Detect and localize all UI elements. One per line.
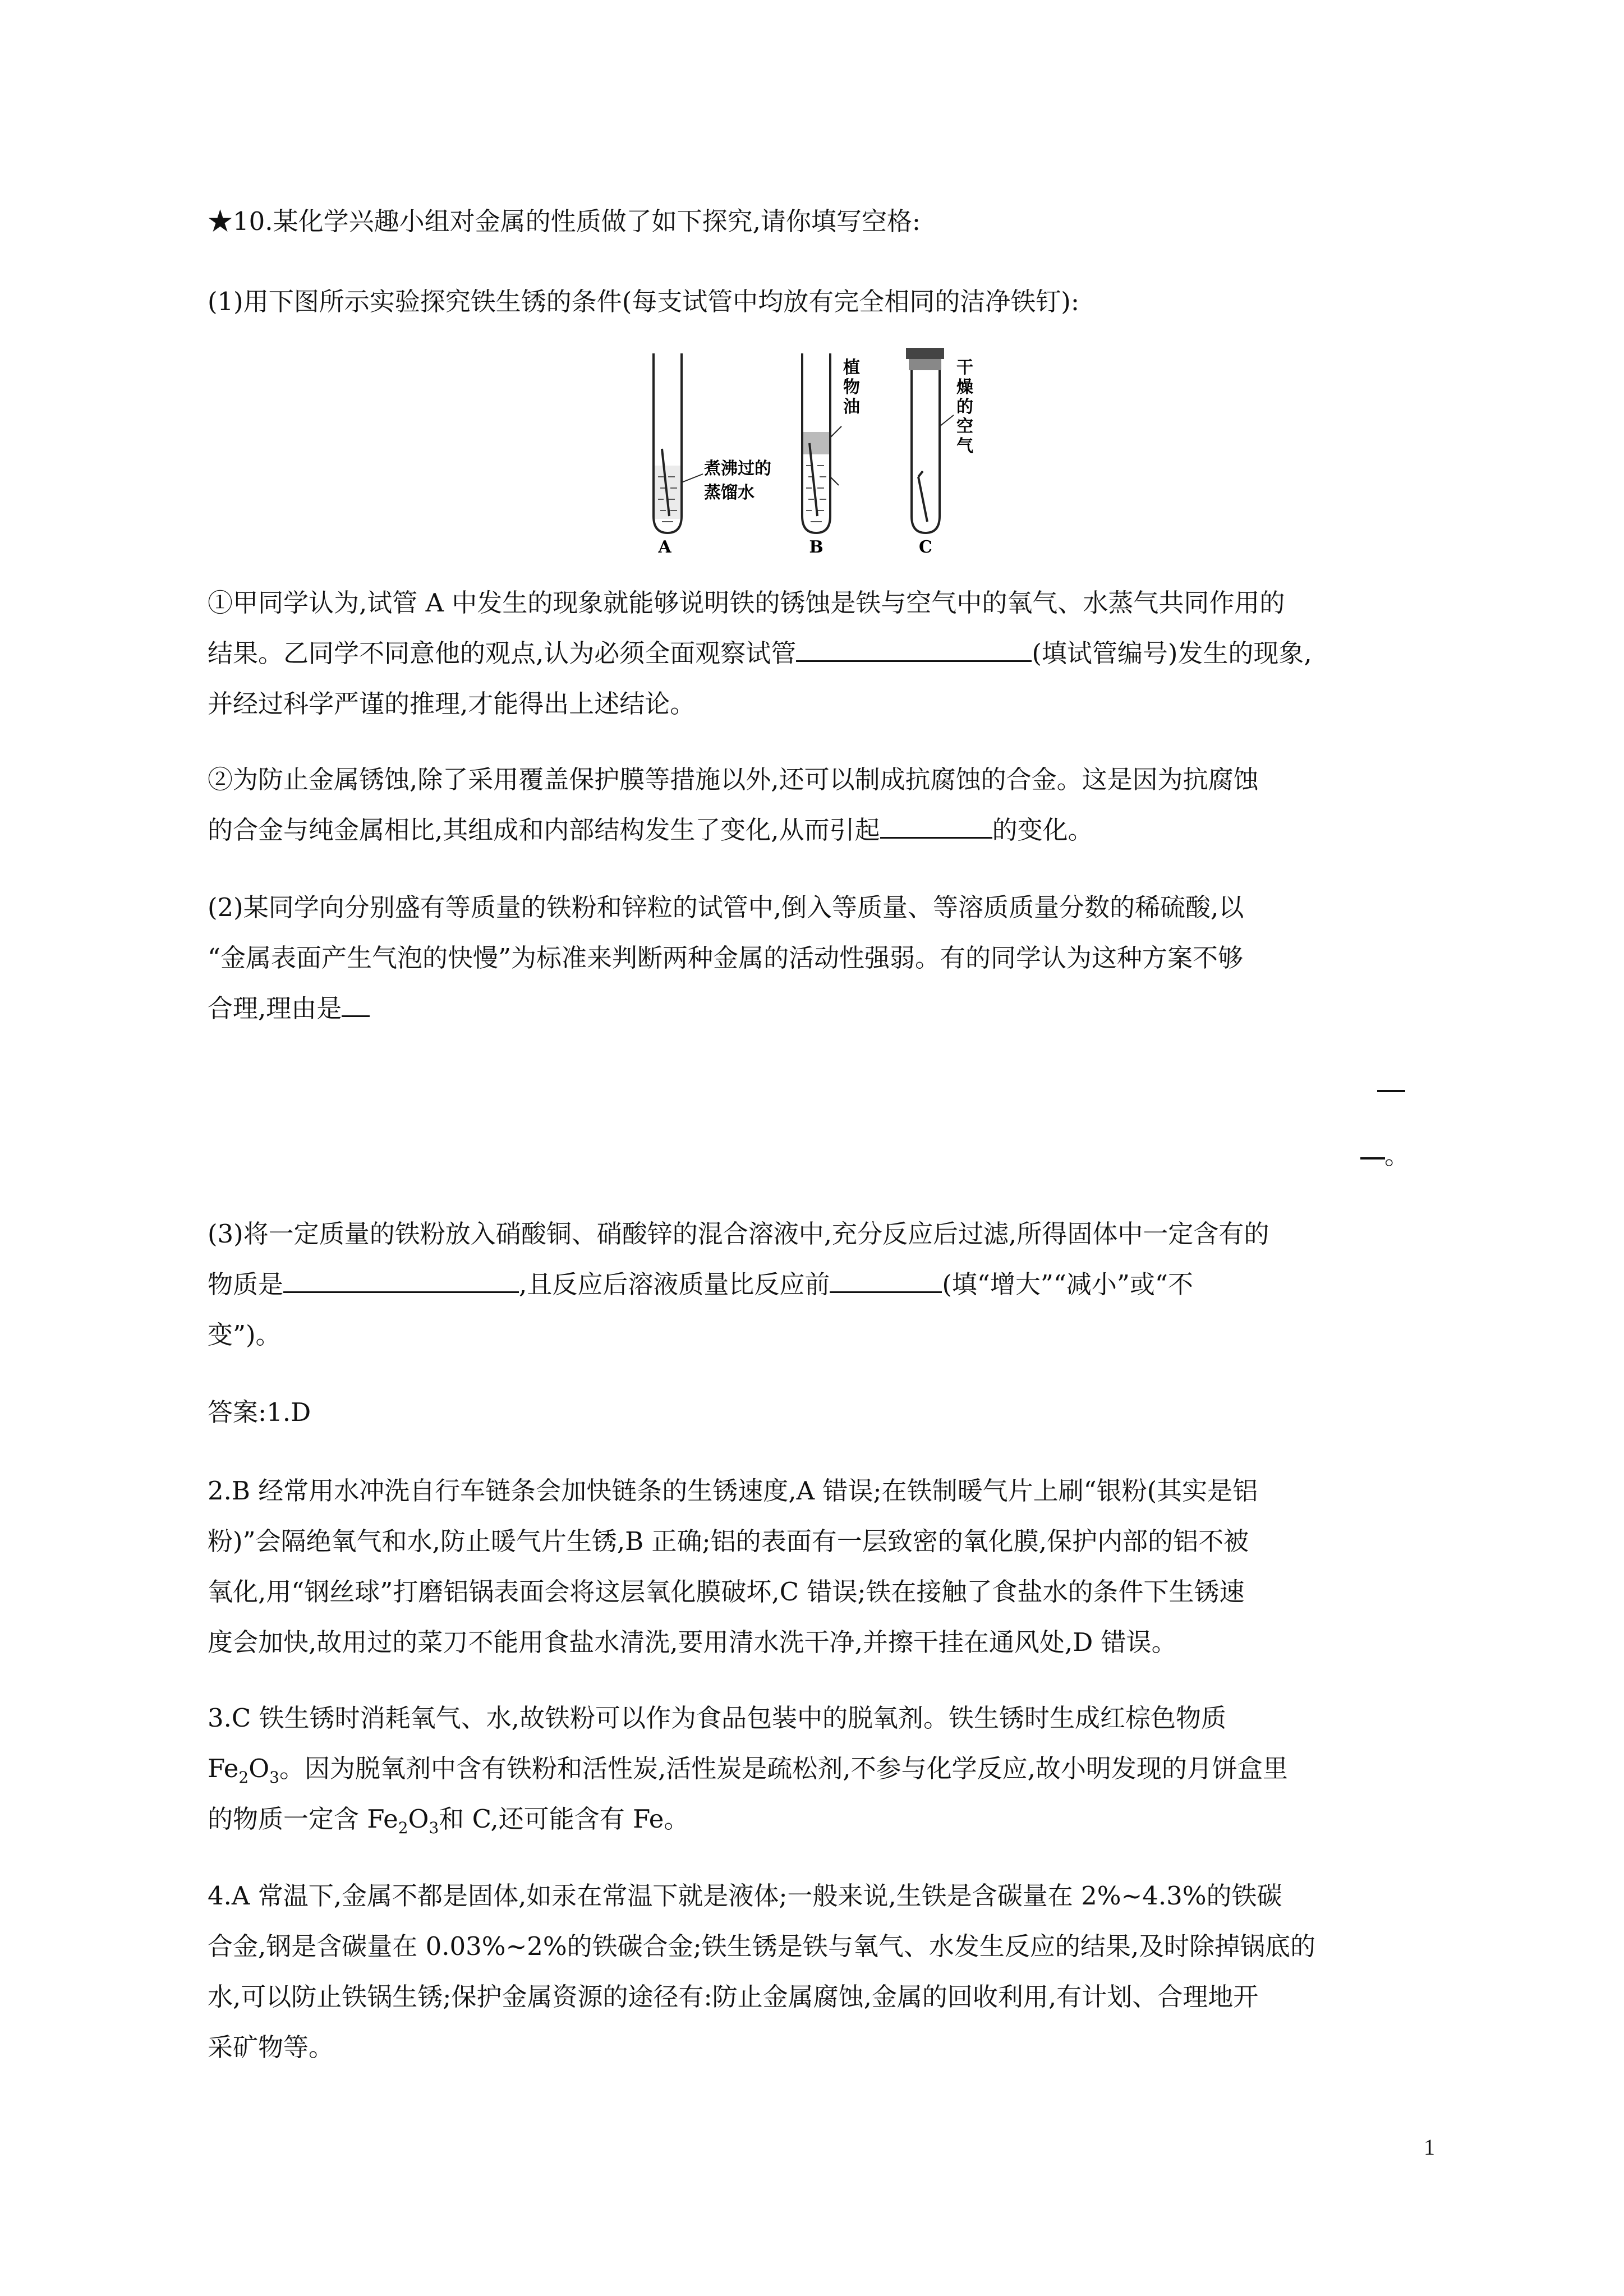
oil-label-1: 植 xyxy=(843,358,860,378)
p3-line1: (2)某同学向分别盛有等质量的铁粉和锌粒的试管中,倒入等质量、等溶质质量分数的稀硫酸,以 xyxy=(208,892,1244,922)
formula-fe2o3-a: $Fe_2O_3$ xyxy=(208,1754,279,1787)
part1-intro: (1)用下图所示实验探究铁生锈的条件(每支试管中均放有完全相同的洁净铁钉): xyxy=(208,287,1080,316)
answer-2-line3: 氧化,用“钢丝球”打磨铝锅表面会将这层氧化膜破坏,C 错误;铁在接触了食盐水的条件下生锈速 xyxy=(208,1577,1245,1607)
p2-line1: ②为防止金属锈蚀,除了采用覆盖保护膜等措施以外,还可以制成抗腐蚀的合金。这是因为抗腐蚀 xyxy=(208,765,1259,794)
answer-blank-mass[interactable] xyxy=(830,1268,942,1293)
test-tube-figure xyxy=(631,348,1001,555)
p4-line2 xyxy=(208,1268,1193,1301)
answer-2-line4: 度会加快,故用过的菜刀不能用食盐水清洗,要用清水洗干净,并擦干挂在通风处,D 错误。 xyxy=(208,1627,1177,1657)
tube-c-label: C xyxy=(919,537,932,555)
answer-2-line1: 2.B 经常用水冲洗自行车链条会加快链条的生锈速度,A 错误;在铁制暖气片上刷“银粉(其实是铝 xyxy=(208,1476,1258,1506)
question-title: ★10.某化学兴趣小组对金属的性质做了如下探究,请你填写空格: xyxy=(208,206,921,236)
answer-blank-tube[interactable] xyxy=(796,637,1032,662)
oil-label-3: 油 xyxy=(843,397,860,417)
answer-blank-reason-cont[interactable] xyxy=(1377,1090,1405,1092)
tube-b-label: B xyxy=(809,537,823,555)
answer-2-line2: 粉)”会隔绝氧气和水,防止暖气片生锈,B 正确;铝的表面有一层致密的氧化膜,保护内部的铝不被 xyxy=(208,1526,1249,1556)
tube-a-label: A xyxy=(658,537,671,555)
p1-line1: ①甲同学认为,试管 A 中发生的现象就能够说明铁的锈蚀是铁与空气中的氧气、水蒸气共同作用的 xyxy=(208,588,1285,618)
answer-4-line2: 合金,钢是含碳量在 0.03%~2%的铁碳合金;铁生锈是铁与氧气、水发生反应的结果,及时除掉锅底的 xyxy=(208,1931,1316,1961)
air-label-3: 的 xyxy=(956,397,973,417)
p1-line2-end: (填试管编号)发生的现象, xyxy=(1032,638,1312,668)
p2-line2 xyxy=(208,813,1093,847)
page-number: 1 xyxy=(1424,2134,1435,2160)
answer-3-line3: 的物质一定含 $Fe_2O_3$和 C,还可能含有 Fe。 xyxy=(208,1804,689,1837)
answer-1: 答案:1.D xyxy=(208,1397,311,1427)
answer-blank-reason[interactable] xyxy=(342,992,370,1017)
tube-b xyxy=(802,353,860,555)
answer-3-line2-text: 。因为脱氧剂中含有铁粉和活性炭,活性炭是疏松剂,不参与化学反应,故小明发现的月饼盒里 xyxy=(279,1754,1288,1783)
answer-3-line2 xyxy=(208,1752,1288,1786)
answer-blank-reason-end[interactable] xyxy=(1360,1157,1385,1159)
p3-end-mark: 。 xyxy=(1384,1140,1410,1170)
p2-line2-start: 的合金与纯金属相比,其组成和内部结构发生了变化,从而引起 xyxy=(208,815,880,845)
air-label-4: 空 xyxy=(956,417,973,436)
oil-label-2: 物 xyxy=(843,378,860,397)
p1-line2 xyxy=(208,637,1312,670)
p1-line2-start: 结果。乙同学不同意他的观点,认为必须全面观察试管 xyxy=(208,638,797,668)
p4-line2-mid: ,且反应后溶液质量比反应前 xyxy=(519,1269,830,1299)
p4-line2-end: (填“增大”“减小”或“不 xyxy=(942,1269,1193,1299)
p2-line2-end: 的变化。 xyxy=(992,815,1093,845)
answer-3-line1: 3.C 铁生锈时消耗氧气、水,故铁粉可以作为食品包装中的脱氧剂。铁生锈时生成红棕色物质 xyxy=(208,1703,1226,1733)
p3-line3-text: 合理,理由是 xyxy=(208,993,342,1023)
air-label-5: 气 xyxy=(956,436,973,456)
p4-line3: 变”)。 xyxy=(208,1320,281,1350)
air-label-1: 干 xyxy=(956,358,973,378)
p1-line3: 并经过科学严谨的推理,才能得出上述结论。 xyxy=(208,689,696,719)
tube-a xyxy=(654,353,771,555)
answer-4-line4: 采矿物等。 xyxy=(208,2032,334,2062)
answer-4-line1: 4.A 常温下,金属不都是固体,如汞在常温下就是液体;一般来说,生铁是含碳量在 2%~4.3%的铁碳 xyxy=(208,1881,1282,1911)
answer-4-line3: 水,可以防止铁锅生锈;保护金属资源的途径有:防止金属腐蚀,金属的回收利用,有计划、合理地开 xyxy=(208,1982,1259,2012)
water-label-2: 蒸馏水 xyxy=(704,483,755,503)
p3-line3 xyxy=(208,992,370,1025)
p3-line2: “金属表面产生气泡的快慢”为标准来判断两种金属的活动性强弱。有的同学认为这种方案不够 xyxy=(208,943,1244,973)
answer-blank-solid[interactable] xyxy=(283,1268,519,1293)
answer-blank-property[interactable] xyxy=(880,813,992,839)
p4-line1: (3)将一定质量的铁粉放入硝酸铜、硝酸锌的混合溶液中,充分反应后过滤,所得固体中一定含有的 xyxy=(208,1219,1269,1249)
water-label-1: 煮沸过的 xyxy=(704,459,771,478)
tube-c xyxy=(906,348,973,555)
air-label-2: 燥 xyxy=(956,378,973,397)
p4-line2-start: 物质是 xyxy=(208,1269,284,1299)
